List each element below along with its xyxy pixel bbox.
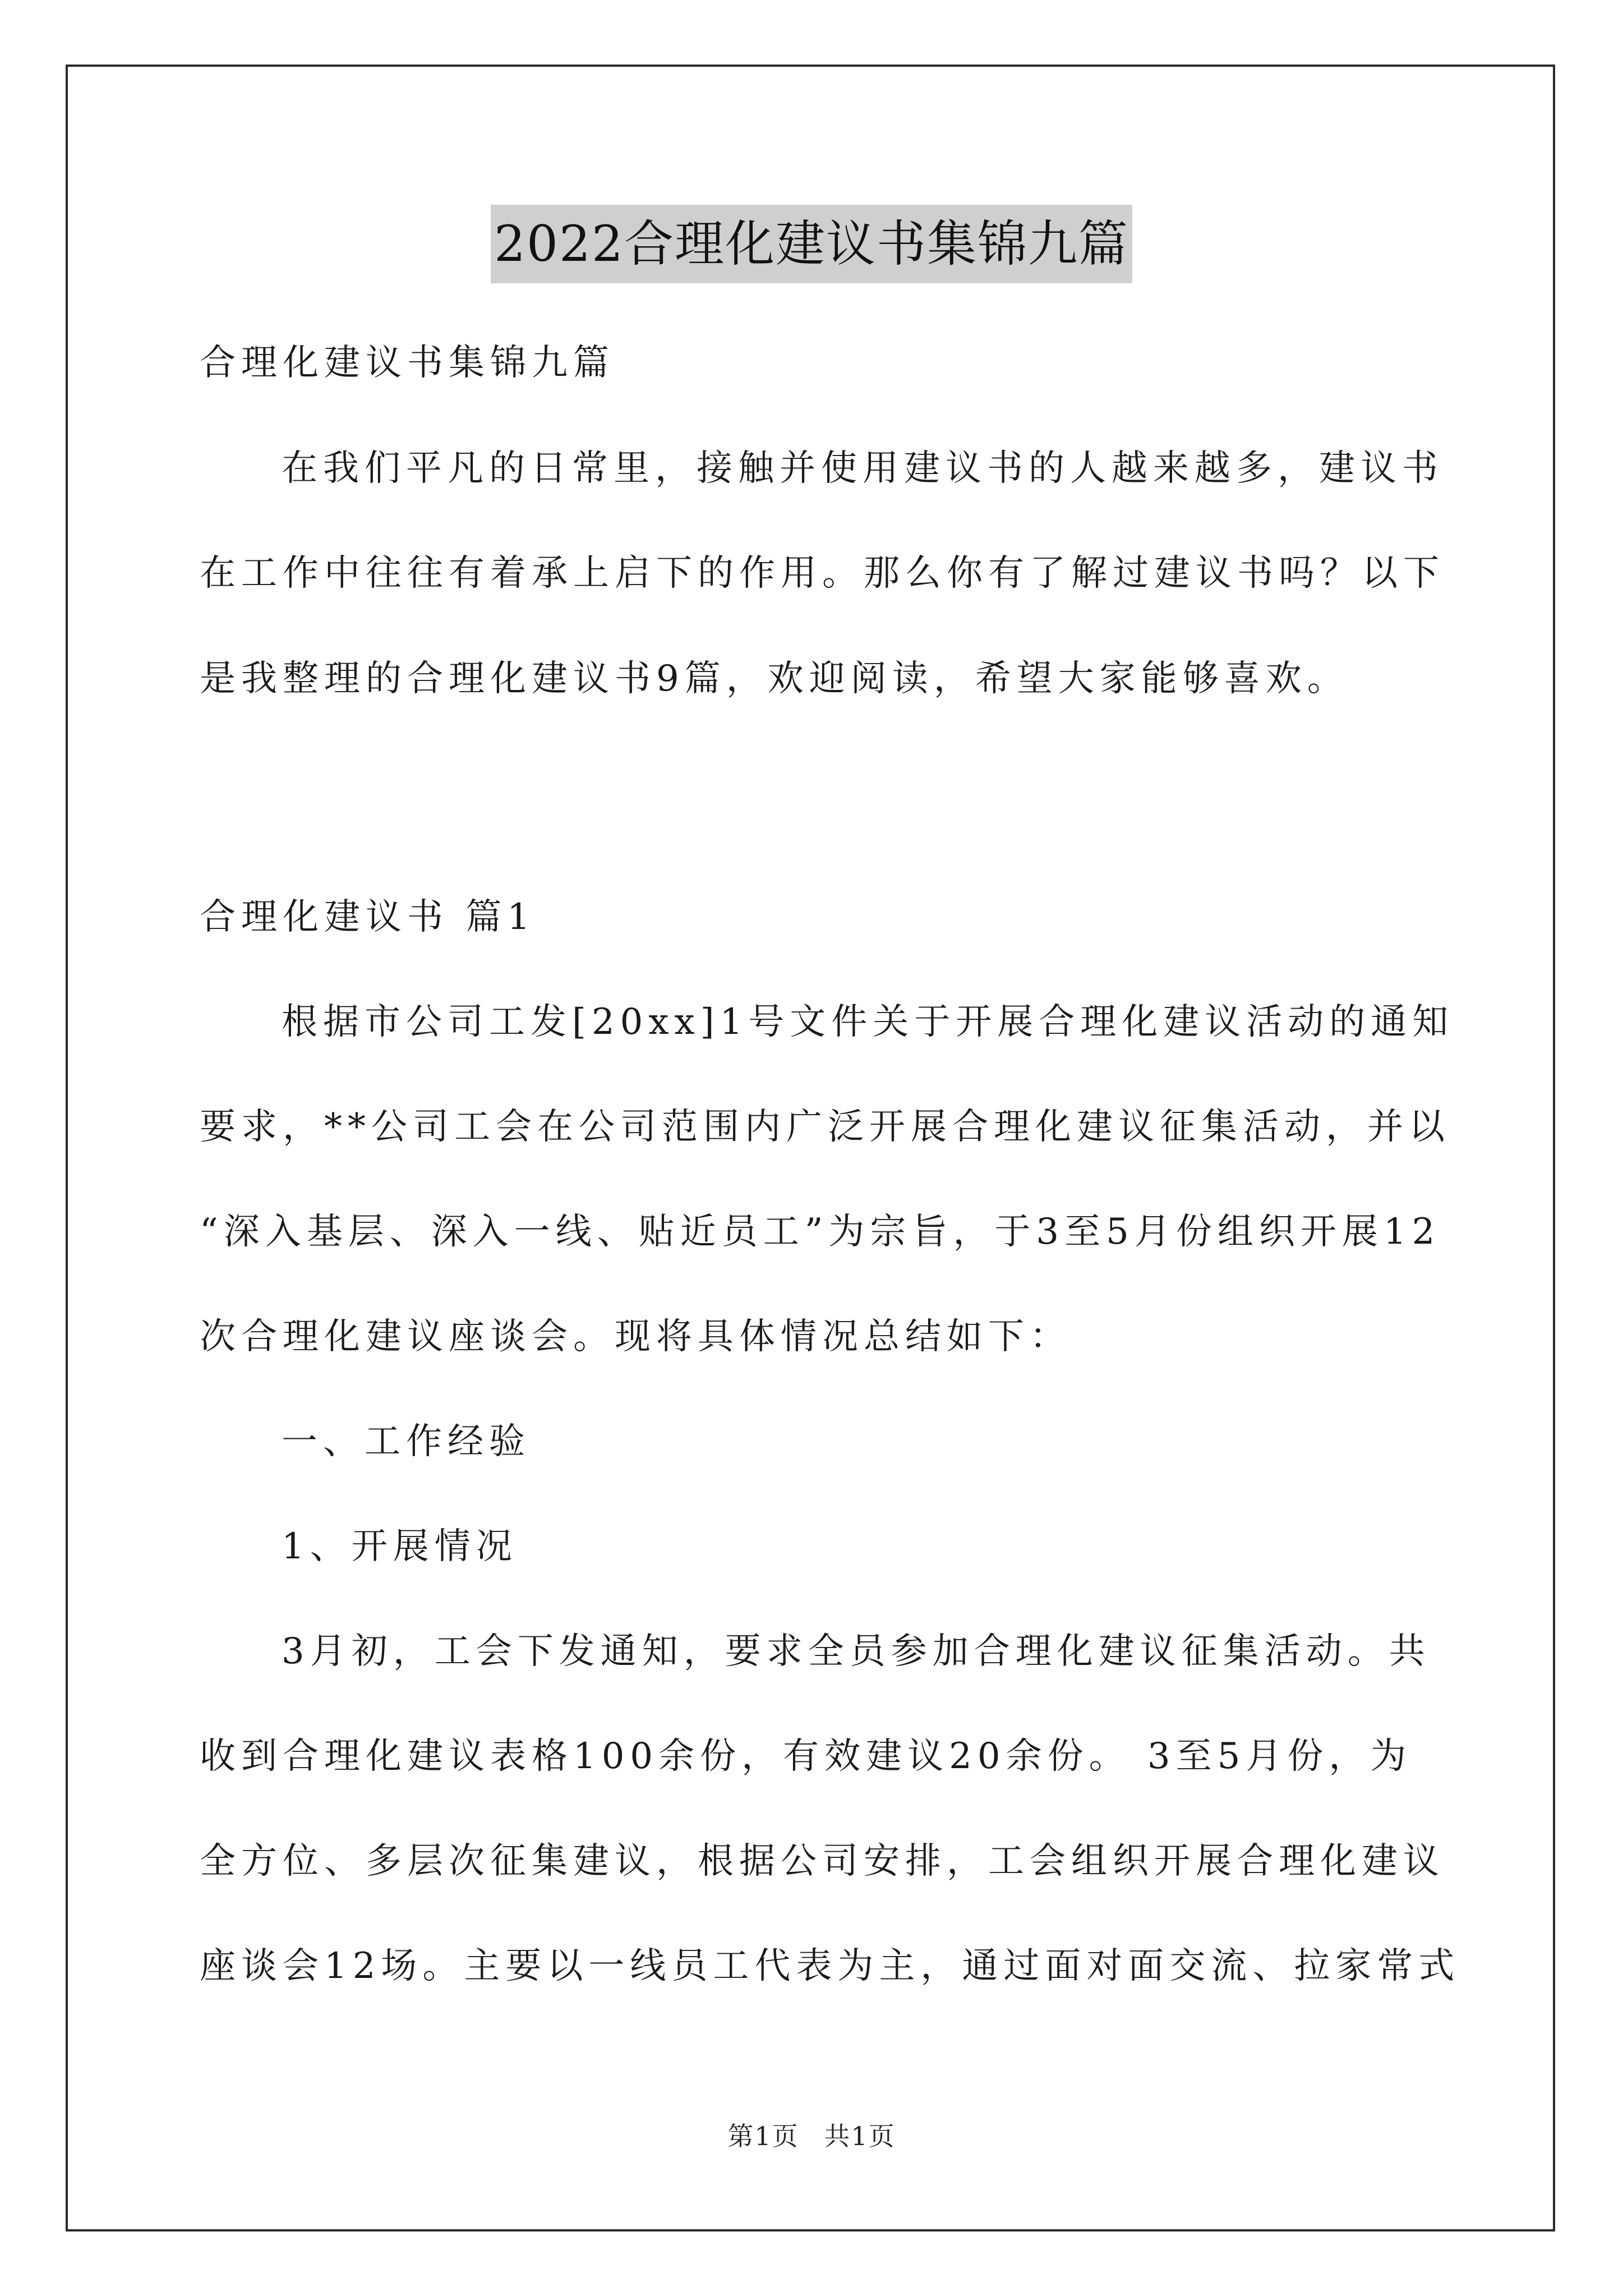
page-number-current: 第1页: [727, 2121, 799, 2151]
intro-line-2: 在工作中往往有着承上启下的作用。那么你有了解过建议书吗？以下: [200, 553, 1445, 594]
intro-line-3: 是我整理的合理化建议书9篇，欢迎阅读，希望大家能够喜欢。: [200, 658, 1349, 700]
subheading-work-experience: 一、工作经验: [282, 1421, 531, 1462]
paragraph-line: 3月初，工会下发通知，要求全员参加合理化建议征集活动。共: [282, 1631, 1431, 1672]
paragraph-line: 要求，**公司工会在公司范围内广泛开展合理化建议征集活动，并以: [200, 1106, 1450, 1148]
document-title: 2022合理化建议书集锦九篇: [491, 205, 1132, 283]
page-footer: [0, 2119, 1623, 2153]
paragraph-line: 次合理化建议座谈会。现将具体情况总结如下：: [200, 1316, 1071, 1358]
intro-line-1: 在我们平凡的日常里，接触并使用建议书的人越来越多，建议书: [282, 448, 1444, 489]
paragraph-line: 根据市公司工发[20xx]1号文件关于开展合理化建议活动的通知: [282, 1001, 1454, 1043]
paragraph-line: “深入基层、深入一线、贴近员工”为宗旨，于3至5月份组织开展12: [200, 1211, 1441, 1253]
document-subtitle: 合理化建议书集锦九篇: [200, 342, 615, 384]
subheading-progress: 1、开展情况: [282, 1526, 518, 1567]
paragraph-line: 收到合理化建议表格100余份，有效建议20余份。 3至5月份，为: [200, 1736, 1412, 1777]
page-number-total: 共1页: [824, 2121, 896, 2151]
paragraph-line: 全方位、多层次征集建议，根据公司安排，工会组织开展合理化建议: [200, 1841, 1445, 1882]
paragraph-line: 座谈会12场。主要以一线员工代表为主，通过面对面交流、拉家常式: [200, 1945, 1460, 1987]
section-heading: 合理化建议书 篇1: [200, 896, 536, 938]
title-container: [0, 205, 1623, 283]
